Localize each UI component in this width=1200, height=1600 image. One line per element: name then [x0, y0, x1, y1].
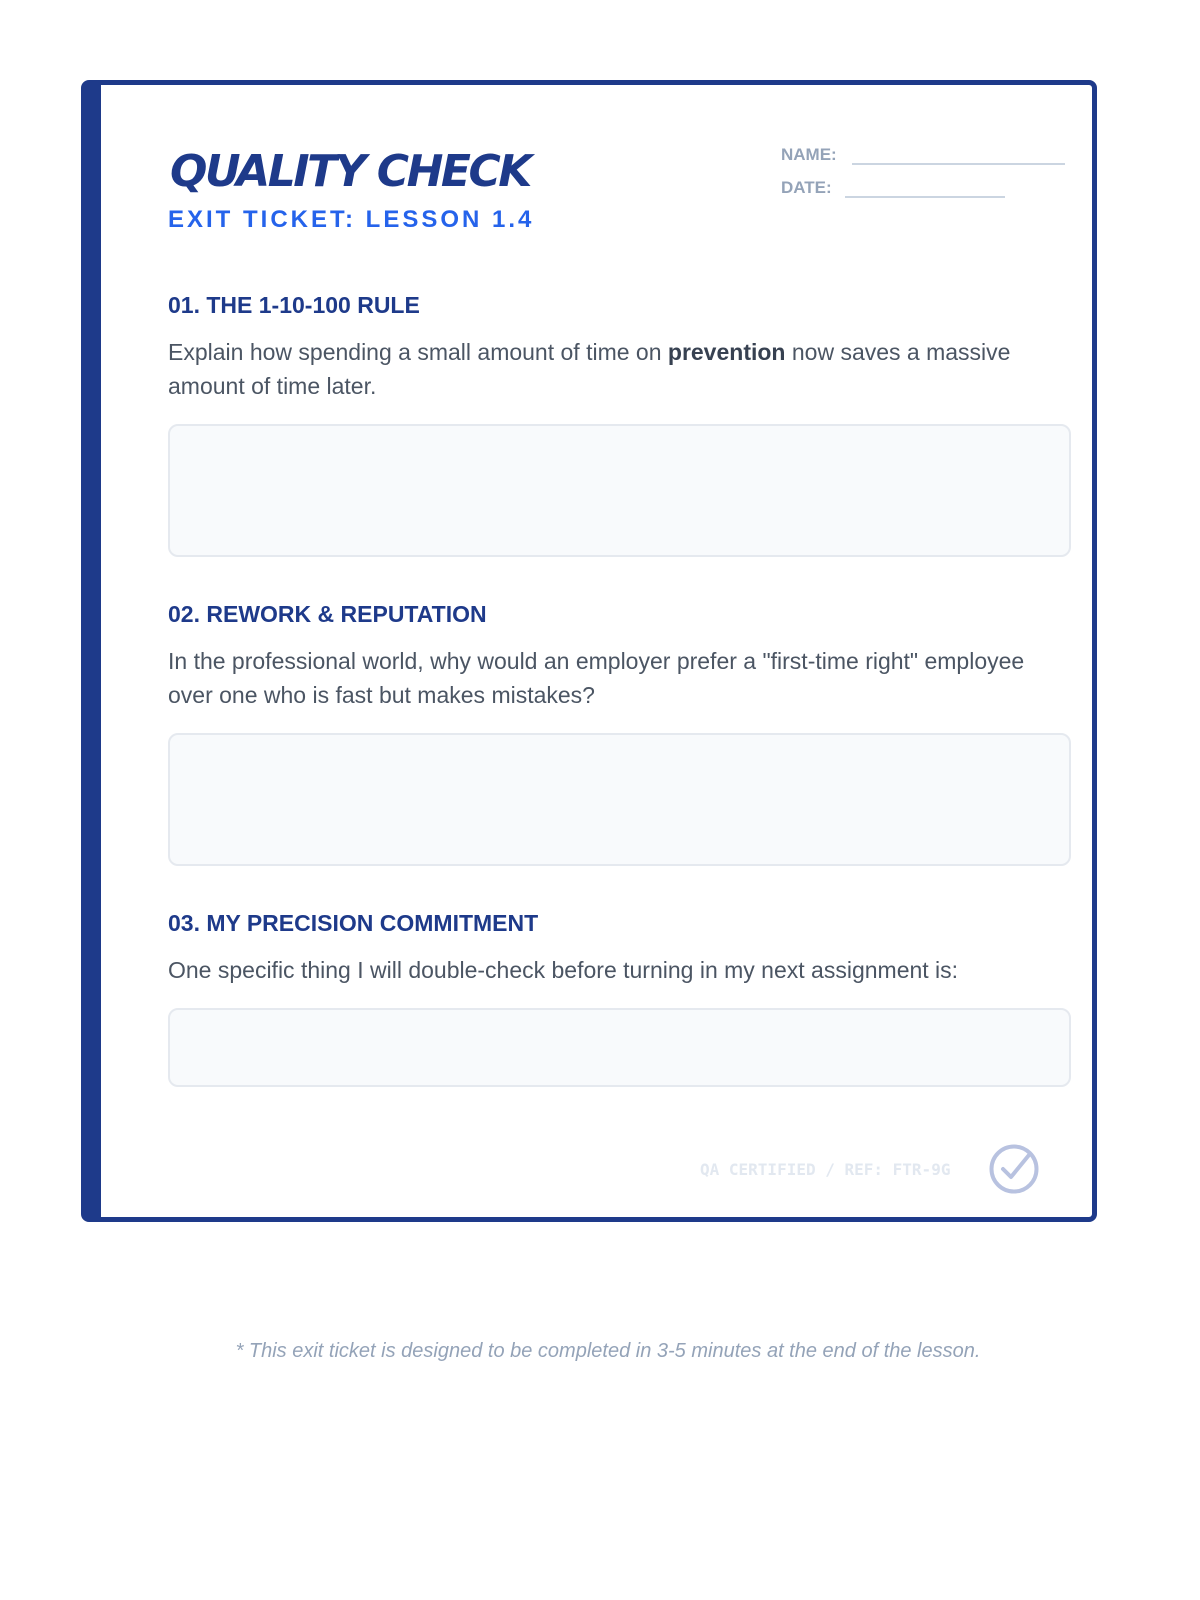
check-circle-icon — [988, 1143, 1040, 1195]
page-subtitle: EXIT TICKET: LESSON 1.4 — [168, 206, 535, 233]
footnote: * This exit ticket is designed to be completed in 3-5 minutes at the end of the lesson. — [235, 1340, 981, 1362]
question-2-prompt: In the professional world, why would an employer prefer a "first-time right" employee over one who is fast but makes mistakes? — [168, 648, 1025, 708]
question-1-answer-box[interactable] — [168, 424, 1071, 557]
question-1-heading: 01. THE 1-10-100 RULE — [168, 292, 420, 318]
certification-text: QA CERTIFIED / REF: FTR-9G — [700, 1160, 951, 1179]
question-2-answer-box[interactable] — [168, 733, 1071, 866]
question-3-answer-box[interactable] — [168, 1008, 1071, 1087]
date-label: DATE: — [781, 178, 832, 197]
name-label: NAME: — [781, 145, 837, 164]
page-title: QUALITY CHECK — [170, 146, 530, 197]
question-3-heading: 03. MY PRECISION COMMITMENT — [168, 910, 539, 936]
question-3-prompt: One specific thing I will double-check before turning in my next assignment is: — [168, 957, 959, 983]
emphasis-prevention: prevention — [667, 339, 786, 365]
name-field[interactable] — [852, 163, 1065, 165]
date-field[interactable] — [845, 196, 1005, 198]
question-2-heading: 02. REWORK & REPUTATION — [168, 601, 487, 627]
question-1-prompt: Explain how spending a small amount of time on prevention now saves a massive amount of time later. — [168, 339, 1011, 399]
